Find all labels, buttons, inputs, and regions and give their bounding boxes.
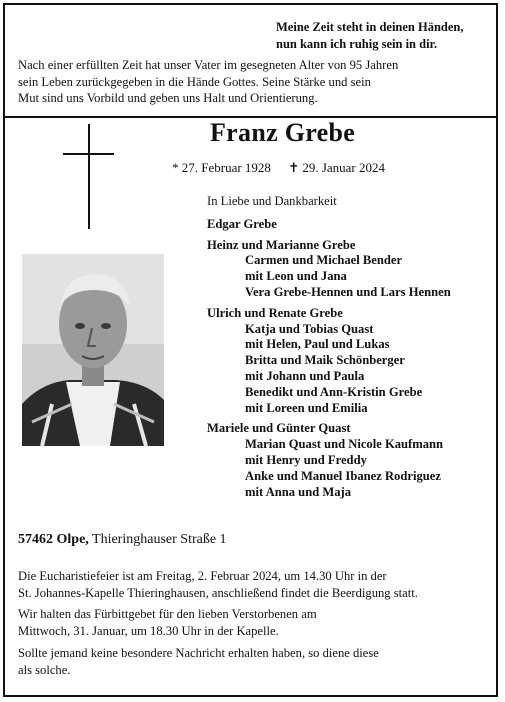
- birth-date: * 27. Februar 1928: [172, 160, 271, 175]
- info-line: Wir halten das Fürbittgebet für den lieben Verstorbenen am: [18, 607, 317, 621]
- life-dates: [172, 160, 399, 176]
- family-member: Vera Grebe-Hennen und Lars Hennen: [245, 284, 451, 299]
- motto: [276, 19, 464, 53]
- notice-info: [18, 645, 496, 678]
- family-member: mit Johann und Paula: [245, 368, 365, 383]
- motto-line: nun kann ich ruhig sein in dir.: [276, 37, 438, 51]
- family-member: mit Henry und Freddy: [245, 452, 367, 467]
- deceased-name: Franz Grebe: [210, 118, 356, 147]
- address: [18, 532, 227, 548]
- family-member: Benedikt und Ann-Kristin Grebe: [245, 384, 423, 399]
- info-line: Die Eucharistiefeier ist am Freitag, 2. Februar 2024, um 14.30 Uhr in der: [18, 569, 387, 583]
- family-member: Marian Quast und Nicole Kaufmann: [245, 437, 444, 452]
- cross-icon-bar: [63, 153, 114, 155]
- family-group: [207, 306, 497, 417]
- family-group-head: Mariele und Günter Quast: [207, 421, 351, 436]
- address-street: Thieringhauser Straße 1: [92, 532, 227, 547]
- info-line: als solche.: [18, 662, 71, 677]
- info-line: Mittwoch, 31. Januar, um 18.30 Uhr in der Kapelle.: [18, 623, 279, 638]
- family-member: Katja und Tobias Quast: [245, 321, 374, 336]
- family-group: [207, 217, 497, 233]
- address-city: 57462 Olpe,: [18, 532, 89, 547]
- family-group: [207, 238, 497, 301]
- family-group-head: Heinz und Marianne Grebe: [207, 237, 356, 252]
- info-line: Sollte jemand keine besondere Nachricht erhalten haben, so diene diese: [18, 646, 379, 660]
- death-date: ✝ 29. Januar 2024: [288, 160, 386, 175]
- family-group-head: Ulrich und Renate Grebe: [207, 305, 343, 320]
- family-lead: In Liebe und Dankbarkeit: [207, 194, 337, 208]
- family-member: Anke und Manuel Ibanez Rodriguez: [245, 468, 441, 483]
- service-info: [18, 568, 496, 601]
- family-list: [207, 194, 497, 505]
- family-member: mit Anna und Maja: [245, 484, 352, 499]
- prayer-info: [18, 606, 496, 639]
- motto-line: Meine Zeit steht in deinen Händen,: [276, 20, 464, 34]
- family-member: mit Leon und Jana: [245, 269, 347, 284]
- portrait-illustration: [22, 254, 164, 446]
- intro-text: [18, 57, 488, 107]
- intro-line: Nach einer erfüllten Zeit hat unser Vater im gesegneten Alter von 95 Jahren: [18, 58, 399, 72]
- info-line: St. Johannes-Kapelle Thieringhausen, anschließend findet die Beerdigung statt.: [18, 585, 418, 600]
- family-group: [207, 421, 497, 500]
- intro-line: Mut sind uns Vorbild und geben uns Halt und Orientierung.: [18, 91, 318, 105]
- portrait-photo: [22, 254, 164, 446]
- family-group-head: Edgar Grebe: [207, 216, 277, 231]
- intro-line: sein Leben zurückgegeben in die Hände Gottes. Seine Stärke und sein: [18, 74, 371, 89]
- family-member: Carmen und Michael Bender: [245, 253, 403, 268]
- family-member: mit Helen, Paul und Lukas: [245, 337, 390, 352]
- family-member: mit Loreen und Emilia: [245, 400, 368, 415]
- family-member: Britta und Maik Schönberger: [245, 353, 405, 368]
- cross-icon: [88, 124, 90, 229]
